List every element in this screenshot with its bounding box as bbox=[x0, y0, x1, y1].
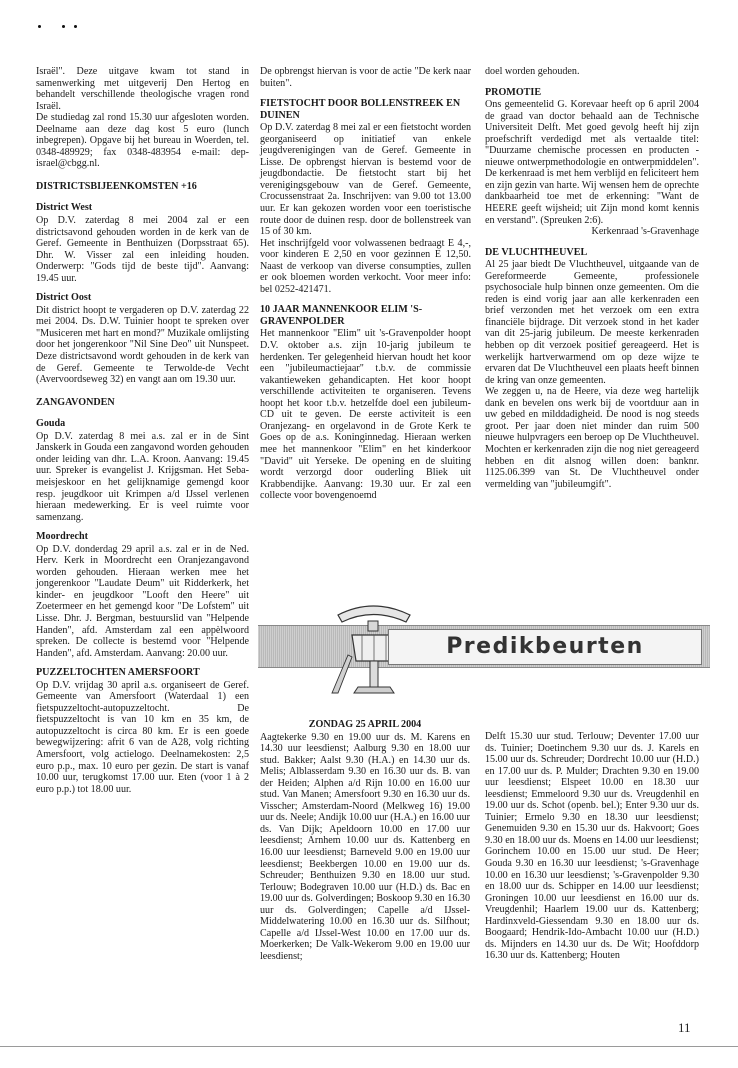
paragraph: We zeggen u, na de Heere, via deze weg hartelijk dank en bevelen ons werk bij de voortduur aan in uw gebed en milddadigheid. De nood is nog steeds groot. Per jaar doen niet minder dan ruim 500 nieuwe hulpvragers een beroep op De Vluchtheuvel. Mochten er kerkenraden zijn die nog niet gereageerd hebben en dit alsnog willen doen: banknr. 1125.06.399 van St. De Vluchtheuvel onder vermelding van "jubileumgift". bbox=[485, 386, 699, 490]
section-heading: ZANGAVONDEN bbox=[36, 396, 115, 408]
predikbeurten-left bbox=[260, 719, 470, 962]
paragraph: Het inschrijfgeld voor volwassenen bedraagt E 4,-, voor kinderen E 2,50 en voor gezinnen E 12,50. Naast de verkoop van diverse consumpties, zullen er ook bloemen worden verkocht. Voor meer info: bel 0252-421471. bbox=[260, 237, 471, 295]
signature: Kerkenraad 's-Gravenhage bbox=[591, 226, 699, 238]
section-heading: DISTRICTSBIJEENKOMSTEN +16 bbox=[36, 180, 197, 192]
paragraph: Op D.V. zaterdag 8 mei 2004 zal er een districtsavond gehouden worden in de kerk van de Geref. Gemeente in Benthuizen (Dorpsstraat 65). Dhr. W. Visser zal een inleiding houden. Onderwerp: "Gods tijd de beste tijd". Aanvang: 19.45 uur. bbox=[36, 215, 249, 284]
sub-heading: Moordrecht bbox=[36, 531, 88, 543]
paragraph: doel worden gehouden. bbox=[485, 66, 580, 77]
paragraph: Op D.V. vrijdag 30 april a.s. organiseert de Geref. Gemeente van Amersfoort (Waterdaal 1) een fietspuzzeltocht-autopuzzeltocht. De fietspuzzeltocht is van 10 km en 35 km, de autopuzzeltocht is circa 80 km. Er is een goede bewegwijzering: afrit 6 van de A28, volg richting Amersfoort, volg actielogo. Deelnamekosten: 2,5 euro p.p., max. 10 euro per gezin. De start is vanaf 10.00 uur, terugkomst 17.00 uur. Eten (voor 1 à 2 euro p.p.) tot 18.00 uur. bbox=[36, 679, 249, 795]
paragraph: Israël". Deze uitgave kwam tot stand in samenwerking met uitgeverij Den Hertog en behandelt verschillende theologische vragen rond Israël. bbox=[36, 66, 249, 112]
service-list: Aagtekerke 9.30 en 19.00 uur ds. M. Karens en 14.30 uur leesdienst; Aalburg 9.30 en 18.00 uur stud. Bakker; Aalst 9.30 (H.A.) en 14.30 uur ds. Melis; Alblasserdam 9.30 en 16.30 uur ds. B. van der Heiden; Alphen a/d Rijn 10.00 en 16.00 uur stud. Van Manen; Amersfoort 9.30 en 16.30 uur ds. Visscher; Amsterdam-Noord (Melkweg 16) 19.00 uur ds. Neele; Andijk 10.00 uur (H.A.) en 16.00 uur ds. Van Dijk; Apeldoorn 10.00 en 17.00 uur leesdienst; Arnhem 10.00 uur ds. Kattenberg en 16.00 uur leesdienst; Barneveld 9.00 en 19.00 uur leesdienst; Beekbergen 10.00 en 19.00 uur ds. Schreuder; Benthuizen 9.30 en 18.00 uur stud. Terlouw; Bodegraven 10.00 uur (H.D.) ds. Bac en 19.00 uur ds. Golverdingen; Boskoop 9.30 en 16.30 uur ds. Golverdingen; Capelle a/d IJssel-Middelwatering 10.00 en 16.30 uur ds. Silfhout; Capelle a/d IJssel-West 10.00 en 17.00 uur ds. Moerkerken; De Valk-Wekerom 9.00 en 19.00 uur leesdienst; bbox=[260, 731, 470, 962]
predikbeurten-right bbox=[485, 731, 699, 962]
paragraph: Ons gemeentelid G. Korevaar heeft op 6 april 2004 de graad van doctor behaald aan de Technische Universiteit Delft. Met goed gevolg heeft hij zijn proefschrift verdedigd met als vertaalde titel: "Duurzame chemische processen en producten - nieuwe ontwerpmethodologie en ontwerpmiddelen". De kerkenraad is met hem verblijd en feliciteert hem en zijn gezin van harte. Wij wensen hem de oprechte dankbaarheid toe met de erkenning: "Want de HEERE geeft wijsheid; uit Zijn mond komt kennis en verstand". (Spreuken 2:6). bbox=[485, 99, 699, 226]
section-heading: PUZZELTOCHTEN AMERSFOORT bbox=[36, 667, 200, 679]
paragraph: De opbrengst hiervan is voor de actie "De kerk naar buiten". bbox=[260, 66, 471, 89]
page-number: 11 bbox=[678, 1020, 691, 1035]
sub-heading: Gouda bbox=[36, 418, 66, 430]
section-heading: DE VLUCHTHEUVEL bbox=[485, 246, 588, 258]
paragraph: Op D.V. donderdag 29 april a.s. zal er in de Ned. Herv. Kerk in Moordrecht een Oranjezangavond worden gehouden. Hieraan werken mee het jongerenkoor "Laudate Deum" uit Ridderkerk, het kinder- en jeugdkoor "Looft den Heere" uit Zoetermeer en het gemengd koor "De Lofstem" uit Lisse. Dhr. J. Bergman, bestuurslid van "Helpende Handen", afd. Amsterdam zal een appèlwoord spreken. De collecte is bestemd voor "Helpende Handen", afd. Amsterdam. Aanvang: 20.00 uur. bbox=[36, 543, 249, 659]
predikbeurten-banner bbox=[258, 595, 710, 705]
column-2 bbox=[260, 66, 471, 502]
paragraph: Op D.V. zaterdag 8 mei zal er een fietstocht worden georganiseerd op initiatief van enkele jeugdverenigingen van de Geref. Gemeente in Lisse. De opbrengst hiervan is bestemd voor de jeugdbondactie. De fietstocht start bij het verenigingsgebouw van de Geref. Gemeente, Crocussenstraat 2a. Inschrijven: van 9.00 tot 13.00 uur. Er kan gekozen worden voor een toeristische route door de duinen resp. door de bollenstreek van 15 of 30 km. bbox=[260, 122, 471, 238]
top-dots bbox=[36, 22, 96, 32]
paragraph: Het mannenkoor "Elim" uit 's-Gravenpolder hoopt D.V. oktober a.s. zijn 10-jarig jubileum te herdenken. Ter gelegenheid hiervan houdt het koor een "jubileumactiejaar" t.b.v. de commissie vakantieweken gehandicapten. Het koor hoopt verschillende activiteiten te organiseren. Tevens hoopt het koor t.b.v. hetzelfde doel een jubileum-CD uit te geven. De eerste activiteit is een Oranjezang- en orgelavond in de Grote Kerk te Goes op de a.s. Koninginnedag. Hieraan werken mee het mannenkoor "Elim" en het kinderkoor "David" uit Yerseke. De opening en de sluiting wordt verzorgd door ouderling Bliek uit Krabbendijke. Aanvang: 19.30 uur. Er zal een collecte voor bovengenoemd bbox=[260, 328, 471, 502]
sub-heading: District Oost bbox=[36, 292, 92, 304]
paragraph: Dit district hoopt te vergaderen op D.V. zaterdag 22 mei 2004. Ds. D.W. Tuinier hoopt te spreken over "Musiceren met hart en mond?" Muzikale omlijsting door het jongerenkoor "Nil Sine Deo" uit Nunspeet. Deze districtsavond wordt gehouden in de kerk van de Geref. Gemeente te Terwolde-de Vecht (Avervoordseweg 32) en vangt aan om 19.30 uur. bbox=[36, 304, 249, 386]
service-list: Delft 15.30 uur stud. Terlouw; Deventer 17.00 uur ds. Tuinier; Doetinchem 9.30 uur ds. J. Karels en 15.00 uur ds. Schreuder; Dordrecht 10.00 uur (H.D.) en 17.00 uur ds. P. Mulder; Drachten 9.30 en 19.00 uur leesdienst; Elspeet 10.00 en 18.30 uur leesdienst; Emmeloord 9.30 uur ds. Vreugdenhil en 19.00 uur ds. Schot (openb. bel.); Enter 9.30 uur ds. Tuinier; Ermelo 9.30 en 18.30 uur leesdienst; Genemuiden 9.30 en 15.30 uur ds. Hakvoort; Goes 9.30 en 18.00 uur ds. Moens en 14.00 uur leesdienst; Gorinchem 10.00 en 15.00 uur stud. De Heer; Gouda 9.30 en 16.30 uur leesdienst; 's-Gravenhage 10.00 en 16.30 uur leesdienst; 's-Gravenpolder 9.30 en 18.00 uur ds. Schipper en 14.00 uur leesdienst; Groningen 10.00 uur leesdienst en 16.00 uur ds. Vreugdenhil; Haarlem 19.00 uur ds. Kattenberg; Hardinxveld-Giessendam 9.30 en 18.00 uur ds. Boogaard; Hendrik-Ido-Ambacht 10.00 uur (H.D.) ds. Mijnders en 14.30 uur ds. De Wit; Hoofddorp 16.30 uur ds. Kattenberg; Houten bbox=[485, 731, 699, 962]
paragraph: Al 25 jaar biedt De Vluchtheuvel, uitgaande van de Gereformeerde Gemeente, professionele psychosociale hulp binnen onze gemeenten. Om die reden is eind vorig jaar aan alle kerkenraden een brief verzonden met het verzoek om een extra financiële bijdrage. Dit verzoek stond in het kader van dit 25-jarig jubileum. De meeste kerkenraden hebben op dit verzoek positief gereageerd. Het is werkelijk hartverwarmend om op deze wijze te ervaren dat De Vluchtheuvel een plaats heeft binnen de kring van onze gemeenten. bbox=[485, 259, 699, 386]
paragraph: Op D.V. zaterdag 8 mei a.s. zal er in de Sint Janskerk in Gouda een zangavond worden gehouden onder leiding van dhr. L.A. Kroon. Aanvang: 19.45 uur. Spreker is evangelist J. Krijgsman. Het Seba-meisjeskoor en het gelijknamige gemengd koor resp. jeugdkoor uit Krimpen a/d IJssel verlenen hieraan medewerking. Er is veel ruimte voor samenzang. bbox=[36, 430, 249, 523]
section-heading: FIETSTOCHT DOOR BOLLENSTREEK EN DUINEN bbox=[260, 98, 461, 121]
banner-title: Predikbeurten bbox=[388, 629, 702, 665]
column-3 bbox=[485, 66, 699, 490]
paragraph: De studiedag zal rond 15.30 uur afgesloten worden. Deelname aan deze dag kost 5 euro (lunch inbegrepen). Opgave bij het bureau in Woerden, tel. 0348-489929; fax 0348-483954 e-mail: dep-israel@cbgg.nl. bbox=[36, 112, 249, 170]
bottom-rule bbox=[0, 1046, 738, 1047]
section-heading: PROMOTIE bbox=[485, 86, 542, 98]
section-heading: 10 JAAR MANNENKOOR ELIM 'S-GRAVENPOLDER bbox=[260, 304, 423, 327]
service-date: ZONDAG 25 APRIL 2004 bbox=[308, 719, 422, 730]
column-1 bbox=[36, 66, 249, 795]
sub-heading: District West bbox=[36, 202, 93, 214]
